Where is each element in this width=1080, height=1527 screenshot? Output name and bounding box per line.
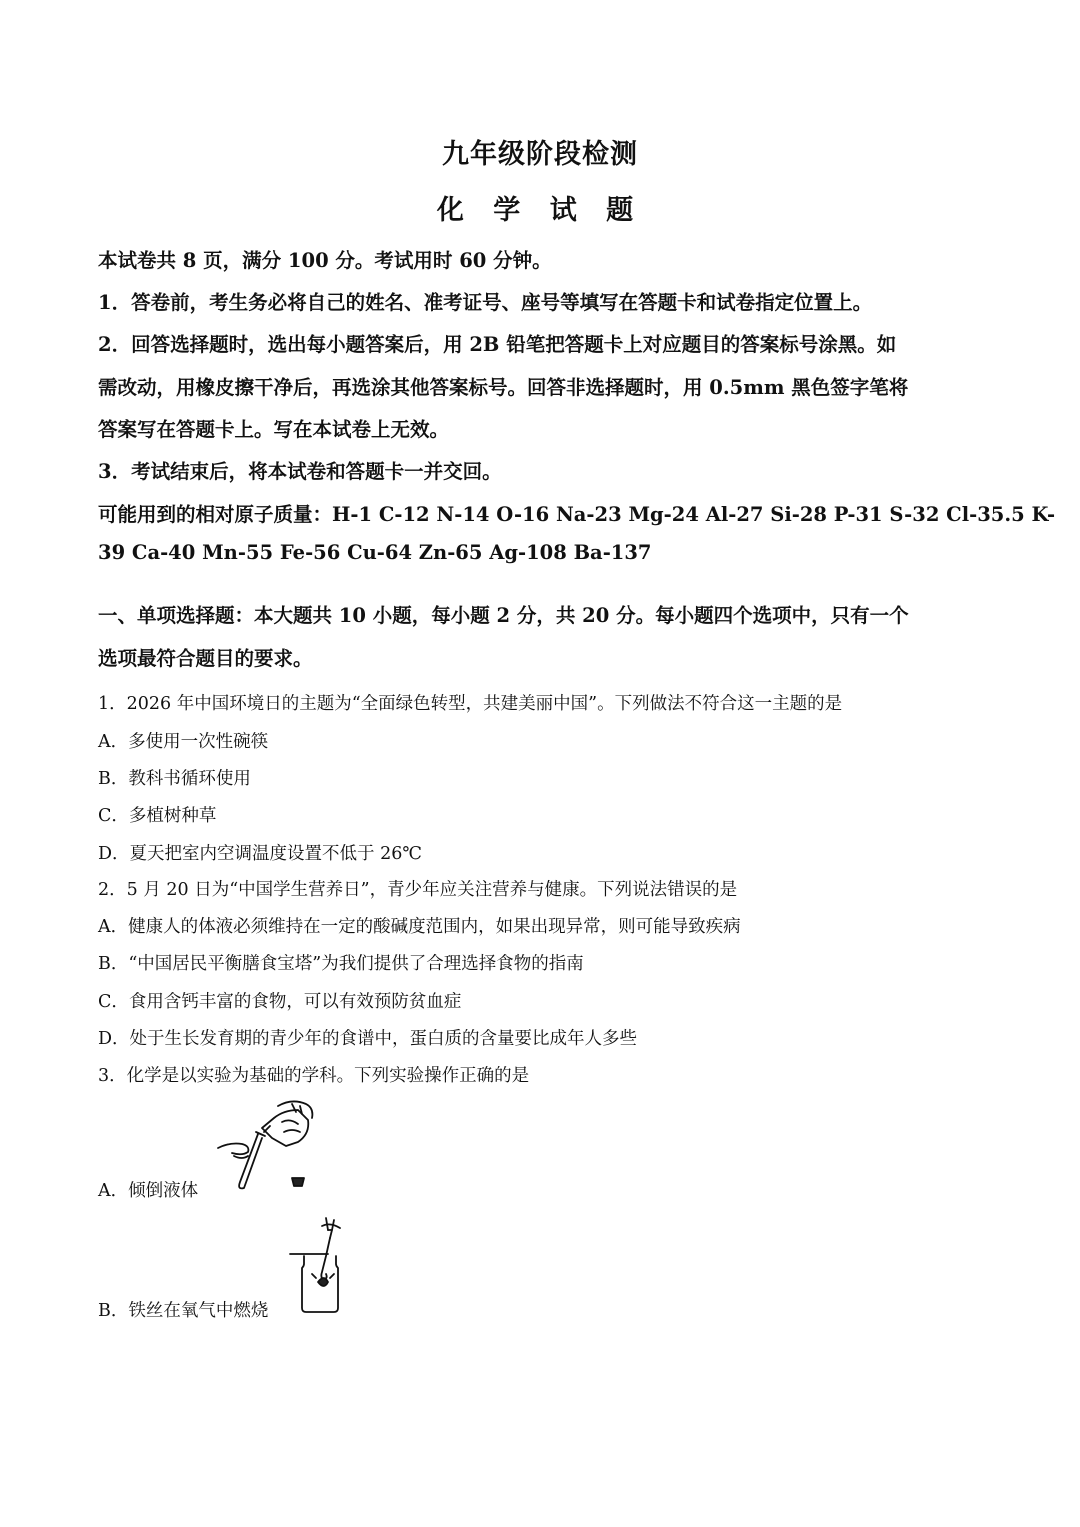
question-1-option-b: B．教科书循环使用 [98, 769, 251, 789]
question-2-option-b: B．“中国居民平衡膳食宝塔”为我们提供了合理选择食物的指南 [98, 954, 584, 974]
atomic-mass-line-1: 可能用到的相对原子质量：H-1 C-12 N-14 O-16 Na-23 Mg-24 Al-27 Si-28 P-31 S-32 Cl-35.5 K- [98, 503, 1056, 526]
question-2-option-a: A．健康人的体液必须维持在一定的酸碱度范围内，如果出现异常，则可能导致疾病 [98, 917, 741, 937]
instruction-item-2-line-2: 需改动，用橡皮擦干净后，再选涂其他答案标号。回答非选择题时，用 0.5mm 黑色签字笔将 [98, 376, 909, 399]
question-1-stem: 1．2026 年中国环境日的主题为“全面绿色转型，共建美丽中国”。下列做法不符合这一主题的是 [98, 694, 843, 714]
question-1-option-a: A．多使用一次性碗筷 [98, 732, 269, 752]
iron-wire-combustion-illustration [288, 1216, 358, 1316]
exam-subtitle: 化 学 试 题 [436, 195, 644, 226]
question-1-option-c: C．多植树种草 [98, 806, 217, 826]
question-1-option-d: D．夏天把室内空调温度设置不低于 26℃ [98, 844, 422, 864]
instruction-item-1: 1．答卷前，考生务必将自己的姓名、准考证号、座号等填写在答题卡和试卷指定位置上。 [98, 291, 873, 314]
pour-liquid-illustration [212, 1098, 317, 1193]
instruction-item-2-line-3: 答案写在答题卡上。写在本试卷上无效。 [98, 418, 450, 441]
instructions-intro: 本试卷共 8 页，满分 100 分。考试用时 60 分钟。 [98, 249, 552, 272]
question-3-option-b: B．铁丝在氧气中燃烧 [98, 1301, 269, 1321]
instruction-item-2-line-1: 2．回答选择题时，选出每小题答案后，用 2B 铅笔把答题卡上对应题目的答案标号涂黑。如 [98, 333, 897, 356]
section-heading-line-2: 选项最符合题目的要求。 [98, 647, 313, 670]
exam-title: 九年级阶段检测 [442, 139, 638, 170]
section-heading-line-1: 一、单项选择题：本大题共 10 小题，每小题 2 分，共 20 分。每小题四个选项中，只有一个 [98, 604, 909, 627]
question-2-option-c: C．食用含钙丰富的食物，可以有效预防贫血症 [98, 992, 462, 1012]
atomic-mass-line-2: 39 Ca-40 Mn-55 Fe-56 Cu-64 Zn-65 Ag-108 Ba-137 [98, 541, 652, 564]
question-2-option-d: D．处于生长发育期的青少年的食谱中，蛋白质的含量要比成年人多些 [98, 1029, 638, 1049]
instruction-item-3: 3．考试结束后，将本试卷和答题卡一并交回。 [98, 460, 502, 483]
question-3-stem: 3．化学是以实验为基础的学科。下列实验操作正确的是 [98, 1066, 530, 1086]
question-2-stem: 2．5 月 20 日为“中国学生营养日”，青少年应关注营养与健康。下列说法错误的是 [98, 880, 738, 900]
question-3-option-a: A．倾倒液体 [98, 1181, 199, 1201]
